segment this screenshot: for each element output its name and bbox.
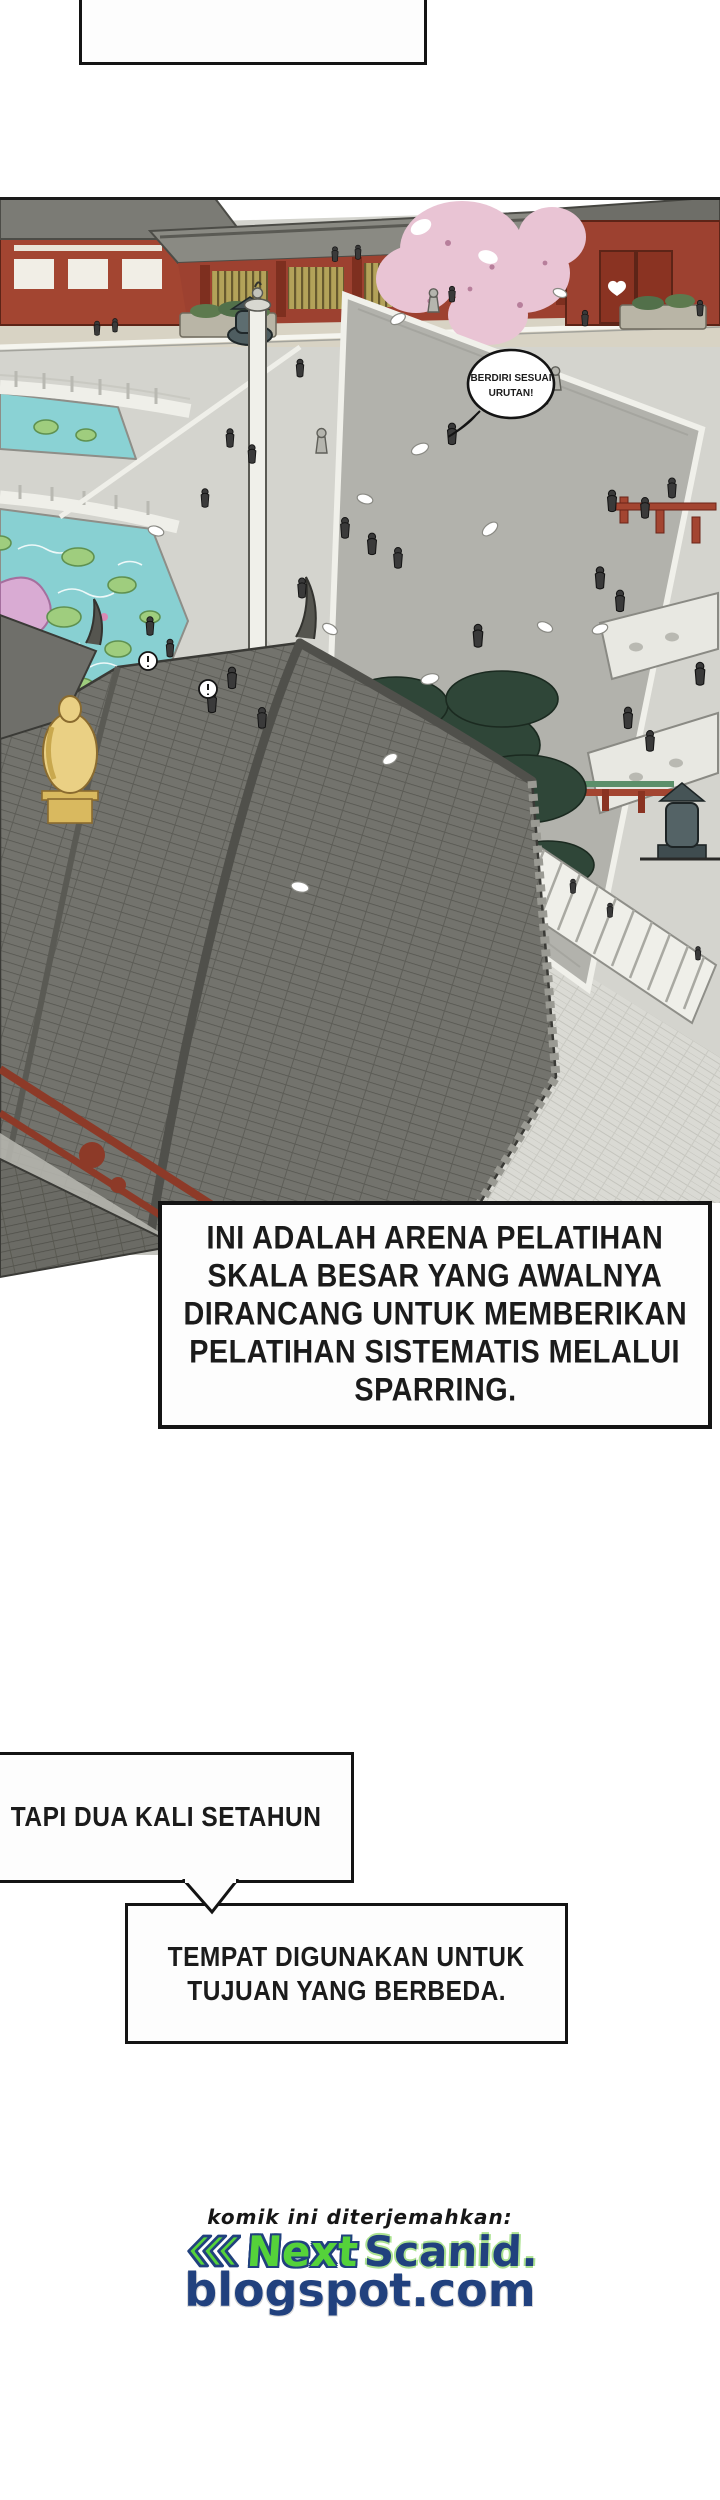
- top-speech-balloon-cropped: [79, 0, 427, 65]
- brand-domain: blogspot.com: [184, 2263, 536, 2317]
- speech-box-tempat-line1: TEMPAT DIGUNAKAN UNTUK: [168, 1941, 525, 1972]
- caption-line: SPARRING.: [353, 1372, 517, 1409]
- caption-line: SKALA BESAR YANG AWALNYA: [207, 1258, 663, 1295]
- speech-tail: [180, 1879, 244, 1915]
- temple-courtyard-scene: [0, 197, 720, 1289]
- translator-credit: [0, 2205, 720, 2317]
- credit-tagline: komik ini diterjemahkan:: [207, 2205, 513, 2229]
- speech-box-tempat-line2: TUJUAN YANG BERBEDA.: [187, 1975, 506, 2006]
- brand-next: Next: [244, 2226, 360, 2276]
- speech-box-tempat: [125, 1903, 568, 2044]
- caption-line: DIRANCANG UNTUK MEMBERIKAN: [183, 1296, 687, 1333]
- brand-scanid: Scanid.: [362, 2226, 539, 2276]
- speech-box-tapi: [0, 1752, 354, 1883]
- caption-line: PELATIHAN SISTEMATIS MELALUI: [189, 1334, 681, 1371]
- illustration-panel: [0, 197, 720, 1289]
- bubble-text-line2: URUTAN!: [488, 388, 534, 399]
- narration-caption-box: [158, 1201, 712, 1429]
- speech-box-tapi-text: TAPI DUA KALI SETAHUN: [10, 1801, 322, 1833]
- bubble-text-line1: BERDIRI SESUAI: [470, 373, 552, 384]
- caption-line: INI ADALAH ARENA PELATIHAN: [206, 1220, 664, 1257]
